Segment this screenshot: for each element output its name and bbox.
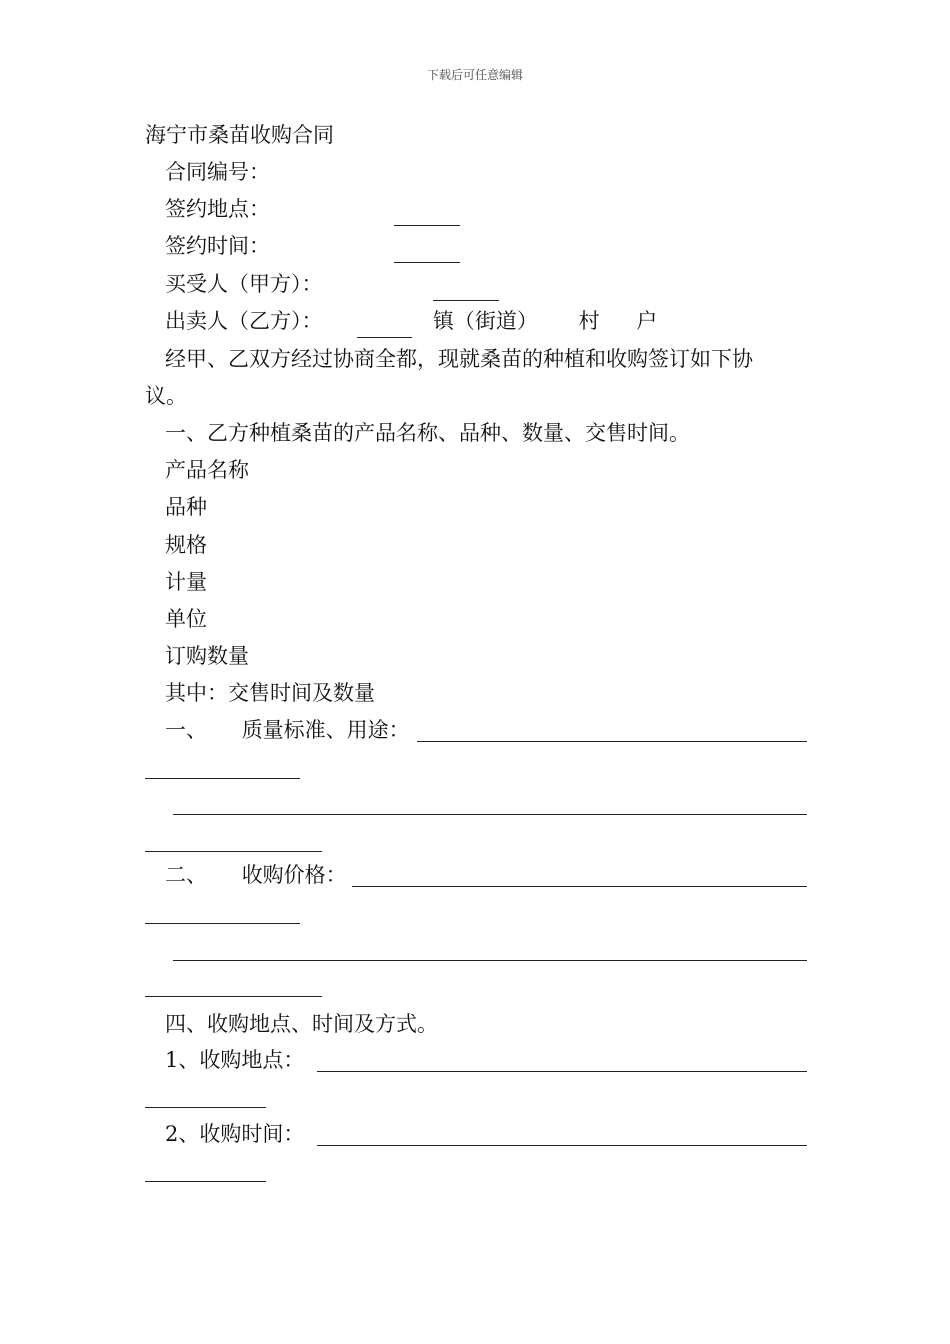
place-blank-1 (317, 1071, 807, 1072)
field-measure: 计量 (165, 570, 207, 594)
sign-place-blank (394, 201, 460, 226)
seller-label: 出卖人（乙方）： (165, 309, 323, 333)
sign-place-row (165, 192, 460, 226)
field-variety: 品种 (165, 495, 207, 519)
place-label: 1、收购地点： (165, 1048, 305, 1072)
field-spec: 规格 (165, 533, 207, 557)
seller-household: 户 (636, 309, 658, 333)
time-blank-2 (145, 1181, 266, 1182)
intro-line-2: 议。 (145, 384, 187, 408)
quality-blank-1 (417, 741, 807, 742)
time-blank-1 (317, 1145, 807, 1146)
price-blank-2 (145, 923, 300, 924)
field-order-qty: 订购数量 (165, 644, 249, 668)
price-blank-1 (352, 886, 807, 887)
sign-time-row (165, 229, 460, 263)
quality-num: 一、 (165, 718, 207, 742)
buyer-blank (433, 276, 499, 301)
seller-town: 镇（街道） (432, 309, 538, 333)
quality-row (165, 713, 410, 747)
price-num: 二、 (165, 863, 207, 887)
time-label: 2、收购时间： (165, 1122, 305, 1146)
field-product-name: 产品名称 (165, 458, 249, 482)
quality-blank-3 (173, 814, 807, 815)
sign-place-label: 签约地点： (165, 197, 270, 221)
delivery-label: 其中：交售时间及数量 (165, 681, 375, 705)
price-row (165, 858, 347, 892)
field-unit: 单位 (165, 607, 207, 631)
price-blank-4 (145, 996, 322, 997)
quality-blank-2 (145, 778, 300, 779)
buyer-label: 买受人（甲方）： (165, 272, 323, 296)
buyer-row (165, 267, 499, 301)
sign-time-label: 签约时间： (165, 234, 270, 258)
seller-row (165, 304, 657, 338)
seller-blank (357, 313, 412, 338)
price-label: 收购价格： (241, 863, 347, 887)
sign-time-blank (394, 238, 460, 263)
document-title: 海宁市桑苗收购合同 (145, 123, 334, 147)
section4-title: 四、收购地点、时间及方式。 (165, 1012, 438, 1036)
quality-label: 质量标准、用途： (241, 718, 410, 742)
seller-village: 村 (578, 309, 600, 333)
intro-line-1: 经甲、乙双方经过协商全都，现就桑苗的种植和收购签订如下协 (165, 347, 753, 371)
header-note: 下载后可任意编辑 (426, 68, 523, 82)
contract-no-label: 合同编号： (165, 160, 270, 184)
quality-blank-4 (145, 851, 322, 852)
price-blank-3 (173, 960, 807, 961)
section1-title: 一、乙方种植桑苗的产品名称、品种、数量、交售时间。 (165, 421, 690, 445)
place-blank-2 (145, 1107, 266, 1108)
